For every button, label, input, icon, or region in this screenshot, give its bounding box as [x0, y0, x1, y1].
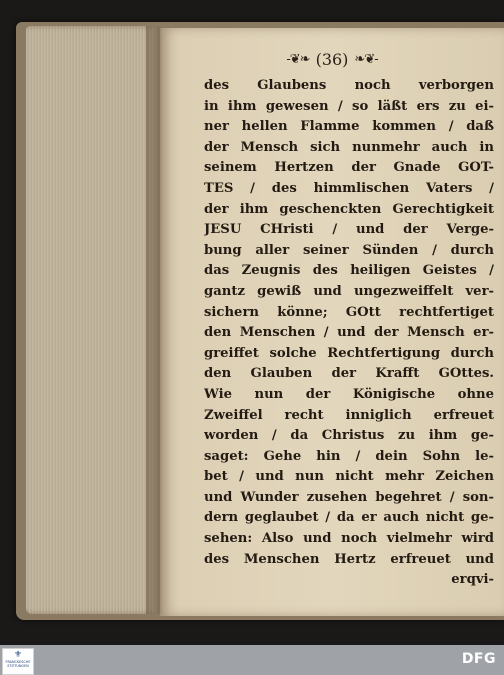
- text-line: den Glauben der Krafft GOttes.: [204, 366, 494, 382]
- text-line: bung aller seiner Sünden / durch: [204, 242, 494, 258]
- dfg-logo[interactable]: DFG: [461, 651, 496, 667]
- text-line: Zweiffel recht inniglich erfreuet: [204, 407, 494, 423]
- text-line: des Menschen Hertz erfreuet und: [204, 551, 494, 567]
- page-number: (36): [315, 50, 349, 69]
- text-line: der ihm geschenckten Gerechtigkeit: [204, 201, 494, 217]
- text-line: dern geglaubet / da er auch nicht ge-: [204, 510, 494, 526]
- page-edges: [26, 26, 158, 614]
- text-line: seinem Hertzen der Gnade GOT-: [204, 160, 494, 176]
- text-line: den Menschen / und der Mensch er-: [204, 325, 494, 341]
- institution-logo[interactable]: [2, 648, 34, 675]
- logo-text: FRANCKESCHE STIFTUNGEN: [5, 660, 31, 668]
- ornament-right-icon: ❧❦-: [354, 52, 378, 67]
- text-line: erqvi-: [451, 572, 494, 588]
- text-line: TES / des himmlischen Vaters /: [204, 180, 494, 196]
- text-line: Wie nun der Königische ohne: [204, 386, 494, 402]
- text-line: worden / da Christus zu ihm ge-: [204, 428, 494, 444]
- text-line: der Mensch sich nunmehr auch in: [204, 139, 494, 155]
- text-line: sehen: Also und noch vielmehr wird: [204, 531, 494, 547]
- text-line: und Wunder zusehen begehret / son-: [204, 489, 494, 505]
- text-line: bet / und nun nicht mehr Zeichen: [204, 469, 494, 485]
- text-line: des Glaubens noch verborgen: [204, 78, 494, 93]
- text-line: sichern könne; GOtt rechtfertiget: [204, 304, 494, 320]
- text-line: greiffet solche Rechtfertigung durch: [204, 345, 494, 361]
- footer-bar: [0, 645, 504, 675]
- page-header: [160, 50, 504, 69]
- text-line: in ihm gewesen / so läßt ers zu ei-: [204, 98, 494, 114]
- book-page: [160, 28, 504, 616]
- gutter-shadow: [146, 26, 162, 614]
- text-line: das Zeugnis des heiligen Geistes /: [204, 263, 494, 279]
- ornament-left-icon: -❦❧: [286, 52, 310, 67]
- text-line: ner hellen Flamme kommen / daß: [204, 119, 494, 135]
- text-line: gantz gewiß und ungezweiffelt ver-: [204, 283, 494, 299]
- page-text: [204, 76, 494, 591]
- text-line: JESU CHristi / und der Verge-: [204, 222, 494, 238]
- logo-emblem-icon: ⚜: [13, 650, 23, 660]
- text-line: saget: Gehe hin / dein Sohn le-: [204, 448, 494, 464]
